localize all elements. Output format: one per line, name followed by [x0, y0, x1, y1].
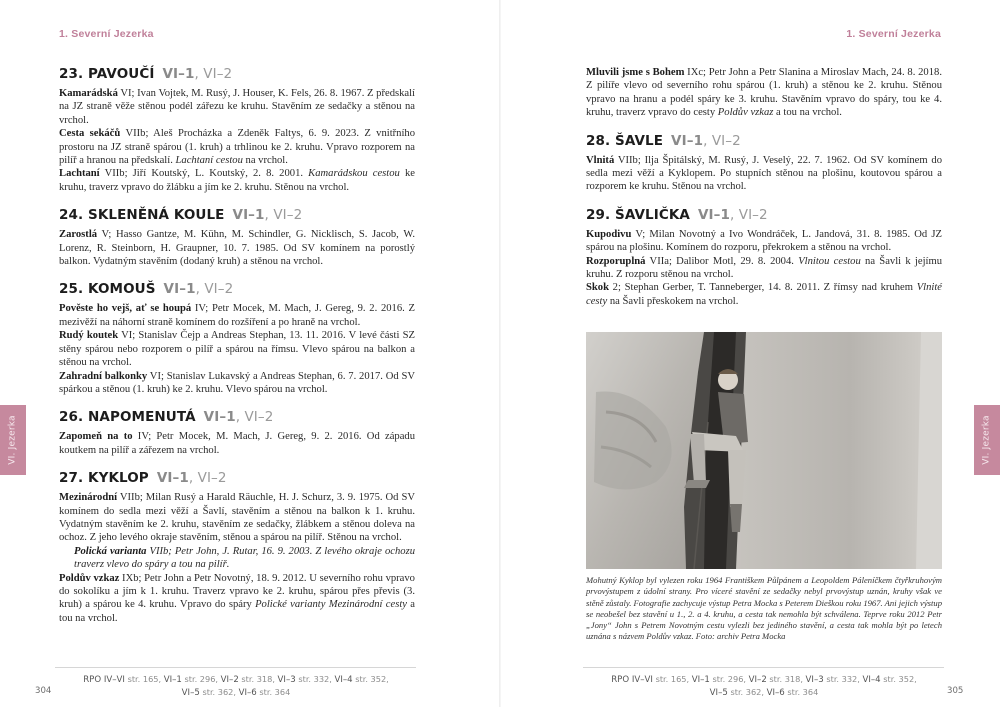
route-description: VI; Stanislav Čejp a Andreas Stephan, 13. 11. 2016. V levé části SZ stěny spárou nebo rozporem o pilíř a spárou na římsu. Vlevo spárou na balkon a stěnou na vrchol. — [59, 330, 415, 369]
route-name: Pověste ho vejš, ať se houpá — [59, 303, 192, 315]
route-description: na vrchol. — [242, 155, 288, 167]
tower-grade-secondary: , VI–2 — [264, 207, 303, 224]
tower-section — [586, 133, 942, 194]
route-name: Lachtaní — [59, 168, 100, 180]
route-description: IXb; Petr John a Petr Novotný, 18. 9. 2012. U severního rohu vpravo do sokolíku a jím k 1. kruhu. Traverz vpravo ke 2. kruhu, spárou přes převis (3. kruh) a spárou ke 4. kruhu. Vpravo do spáry — [59, 572, 415, 611]
tower-grade-secondary: , VI–2 — [729, 206, 768, 223]
reference-page: str. 318, — [766, 674, 806, 684]
climber-in-chimney-photo — [586, 332, 942, 569]
route-description: VIIb; Jiří Koutský, L. Koutský, 2. 8. 2001. — [99, 168, 309, 180]
reference-key: VI–6 — [766, 687, 785, 698]
route-name: Cesta sekáčů — [59, 128, 121, 140]
reference-page: str. 296, — [709, 674, 749, 684]
route-entry — [59, 228, 415, 268]
reference-page: str. 318, — [238, 674, 278, 684]
route-description: VIIb; Aleš Procházka a Zdeněk Faltys, 6. 9. 2023. Z vnitřního prostoru na JZ straně spárou (1. kruh) a trhlinou ke 2. kruhu. Vpravo rozporem na pilíř a hranou na předskalí. — [59, 128, 415, 167]
route-cross-reference: Lachtaní cestou — [175, 155, 243, 167]
route-entry — [59, 302, 415, 329]
page-number: 304 — [35, 686, 52, 696]
reference-key: VI–5 — [709, 687, 728, 698]
tower-grade-secondary: , VI–2 — [194, 66, 233, 82]
route-name: Rudý koutek — [59, 330, 119, 342]
route-name: Zarostlá — [59, 229, 98, 241]
route-entry — [59, 491, 415, 545]
route-cross-reference: Polické varianty Mezinárodní cesty — [255, 599, 407, 611]
route-description: VIIb; Ilja Špitálský, M. Rusý, J. Veselý, 22. 7. 1962. Od SV komínem do sedla mezi věží a Kyklopem. Po stupních stěnou na plošinu, koutovou spárou a rozporem ke kruhu. Stěnou na vrchol. — [586, 154, 942, 193]
reference-page: str. 165, — [652, 674, 692, 684]
tower-heading — [59, 409, 415, 426]
route-name: Kupodivu — [586, 228, 632, 240]
route-entry — [59, 430, 415, 457]
route-entry — [586, 281, 942, 308]
reference-page: str. 165, — [124, 674, 164, 684]
route-entry — [59, 167, 415, 194]
route-description: a tou na vrchol. — [773, 107, 842, 119]
tower-grade-secondary: , VI–2 — [195, 281, 234, 298]
route-description: ke kruhu, traverz vpravo do žlábku a jím ke 2. kruhu. Stěnou na vrchol. — [59, 168, 415, 193]
footer-divider — [583, 667, 944, 668]
route-name: Skok — [586, 282, 609, 294]
route-cross-reference: Vlnité cesty — [586, 282, 942, 307]
tower-heading — [586, 207, 942, 224]
tower-title: 27. KYKLOP — [59, 470, 149, 487]
route-entry — [586, 255, 942, 282]
reference-key: VI–1 — [163, 675, 182, 685]
route-entry — [586, 66, 942, 120]
reference-key: RPO IV–VI — [83, 675, 125, 685]
route-description: na Šavli k jejímu kruhu. Z rozporu stěnou na vrchol. — [586, 255, 942, 281]
tower-heading — [59, 470, 415, 487]
route-cross-reference: Poldův vzkaz — [717, 107, 774, 119]
climbing-photo — [586, 332, 942, 569]
tower-heading — [59, 207, 415, 224]
chapter-side-tab[interactable] — [0, 405, 26, 475]
route-entry — [586, 154, 942, 194]
tower-grade-primary: VI–1 — [163, 281, 196, 298]
tower-title: 28. ŠAVLE — [586, 132, 664, 149]
tower-grade-secondary: , VI–2 — [188, 470, 227, 487]
tower-heading — [59, 66, 415, 83]
route-entry — [59, 370, 415, 397]
route-name: Polická varianta — [74, 545, 147, 557]
footer-divider — [55, 667, 416, 668]
reference-page: str. 364 — [256, 686, 291, 697]
route-name: Vlnitá — [586, 154, 615, 166]
reference-key: VI–3 — [277, 675, 296, 685]
route-cross-reference: Vlnitou cestou — [798, 255, 861, 267]
footer-cross-references — [56, 674, 416, 699]
route-entry — [59, 127, 415, 167]
route-description: V; Hasso Gantze, M. Kühn, M. Schindler, G. Nicklisch, S. Jacob, W. Lorenz, R. Steinborn, H. Graupner, 10. 7. 1985. Od SV komínem na porostlý balkon. Vydatným stavěním (dodaný kruh) a stěnou na vrchol. — [59, 229, 415, 268]
route-column — [59, 66, 415, 638]
continued-routes — [586, 66, 942, 120]
photo-caption: Mohutný Kyklop byl vylezen roku 1964 Františkem Půlpánem a Leopoldem Páleníčkem čtyřkruhovým prvovýstupem z údolní strany. Pro víceré stavění ze sedačky nebyl prvovýstup uznán, kruhy však ve stěně zůstaly. Fotografie zachycuje výstup Petra Mocka s Peterem Dieškou roku 1967. Ani jejich výstup se neobešel bez stavění u 1., 2. a 4. kruhu, a cesta tak nemohla být schválena. Teprve roku 2012 Petr „Jony“ John s Petrem Novotným cestu vylezli bez jediného stavění, a cesta tak mohla být po letech uznána s názvem Poldův vzkaz. Foto: archiv Petra Mocka — [586, 575, 942, 642]
route-entry — [59, 329, 415, 369]
route-description: VIIb; Milan Rusý a Harald Räuchle, H. J. Schurz, 3. 9. 1975. Od SV komínem do sedla mezi věží a Šavlí, stavěním a stěnou na balkon k 1. kruhu. Vydatným stavěním ke 2. kruhu, stavěním ze sedačky, žlábkem a stěnou doleva na ochoz. Z jeho levého okraje stavěním, stěnou a spárou na pilíř. Stěnou na vrchol. — [59, 492, 415, 544]
right-page — [500, 0, 1000, 707]
route-description: V; Milan Novotný a Ivo Wondráček, L. Jandová, 31. 8. 1985. Od JZ spárou na plošinu. Komínem do rozporu, překrokem a stěnou na vrchol. — [586, 228, 942, 254]
reference-key: VI–3 — [805, 675, 824, 685]
reference-key: VI–4 — [862, 675, 881, 685]
chapter-side-tab-label: VI. Jezerka — [982, 415, 992, 465]
tower-title: 25. KOMOUŠ — [59, 281, 156, 298]
tower-section — [59, 409, 415, 457]
reference-page: str. 332, — [295, 674, 335, 684]
route-description: VI; Ivan Vojtek, M. Rusý, J. Houser, K. Fels, 26. 8. 1967. Z předskalí na JZ straně věže stěnou podél zářezu ke kruhu. Stavěním ze sedačky a stěnou na vrchol. — [59, 88, 415, 126]
route-name: Kamarádská — [59, 88, 118, 99]
reference-key: VI–4 — [334, 675, 353, 685]
route-description: VIIb; Petr John, J. Rutar, 16. 9. 2003. Z levého okraje ochozu traverz vlevo do spáry a tou na pilíř. — [74, 545, 416, 571]
reference-key: RPO IV–VI — [611, 675, 653, 685]
page-number: 305 — [947, 686, 964, 696]
route-name: Zapomeň na to — [59, 431, 133, 443]
running-head: 1. Severní Jezerka — [59, 28, 154, 40]
route-entry — [59, 87, 415, 127]
route-column — [586, 66, 942, 321]
route-description: VIIa; Dalibor Motl, 29. 8. 2004. — [645, 255, 799, 267]
reference-page: str. 362, — [199, 686, 239, 697]
reference-key: VI–2 — [748, 675, 767, 685]
route-name: Mezinárodní — [59, 492, 118, 504]
tower-title: 26. NAPOMENUTÁ — [59, 409, 196, 426]
running-head: 1. Severní Jezerka — [846, 28, 941, 40]
footer-cross-references — [584, 674, 944, 699]
tower-grade-primary: VI–1 — [203, 409, 236, 426]
tower-grade-primary: VI–1 — [232, 207, 265, 224]
tower-section — [59, 207, 415, 268]
reference-page: str. 352, — [880, 674, 917, 684]
route-description: a tou na vrchol. — [59, 599, 415, 624]
route-name: Poldův vzkaz — [59, 572, 120, 584]
reference-key: VI–6 — [238, 687, 257, 698]
tower-section — [59, 470, 415, 625]
tower-grade-secondary: , VI–2 — [235, 409, 274, 426]
chapter-side-tab[interactable] — [974, 405, 1000, 475]
reference-page: str. 332, — [823, 674, 863, 684]
route-description: IV; Petr Mocek, M. Mach, J. Gereg, 9. 2. 2016. Z mezivěží na náhorní straně komínem do rozšíření a po hraně na vrchol. — [59, 303, 415, 328]
tower-title: 23. PAVOUČÍ — [59, 66, 155, 82]
route-description: na Šavli přeskokem na vrchol. — [607, 295, 739, 307]
route-name: Zahradní balkonky — [59, 370, 148, 382]
reference-page: str. 362, — [727, 686, 767, 697]
tower-grade-primary: VI–1 — [162, 66, 195, 82]
route-name: Rozporuplná — [586, 255, 646, 267]
reference-key: VI–2 — [220, 675, 239, 685]
tower-section — [59, 66, 415, 194]
route-description: IV; Petr Mocek, M. Mach, J. Gereg, 9. 2. 2016. Od západu koutkem na pilíř a zářezem na vrchol. — [59, 431, 416, 456]
reference-page: str. 352, — [352, 674, 389, 684]
route-description: VI; Stanislav Lukavský a Andreas Stephan, 6. 7. 2017. Od SV spárkou a stěnou (1. kruh) ke 2. kruhu. Vlevo spárou na vrchol. — [59, 370, 415, 395]
route-name: Mluvili jsme s Bohem — [586, 67, 685, 78]
tower-grade-primary: VI–1 — [671, 132, 704, 149]
tower-title: 29. ŠAVLIČKA — [586, 206, 690, 223]
tower-grade-primary: VI–1 — [156, 470, 189, 487]
tower-section — [586, 207, 942, 308]
reference-page: str. 296, — [181, 674, 221, 684]
route-description: 2; Stephan Gerber, T. Tanneberger, 14. 8. 2011. Z římsy nad kruhem — [608, 282, 917, 294]
tower-title: 24. SKLENĚNÁ KOULE — [59, 207, 225, 224]
reference-page: str. 364 — [784, 686, 819, 697]
route-entry — [59, 572, 415, 626]
tower-grade-primary: VI–1 — [697, 206, 730, 223]
tower-section — [59, 281, 415, 396]
reference-key: VI–1 — [691, 675, 710, 685]
reference-key: VI–5 — [181, 687, 200, 698]
route-cross-reference: Kamarádskou cestou — [308, 168, 400, 180]
tower-heading — [59, 281, 415, 298]
route-description: IXc; Petr John a Petr Slanina a Miroslav Mach, 24. 8. 2018. Z pilíře vlevo od severního rohu spárou (1. kruh) a stěnou ke 2. kruhu. Stěnou vpravo na hranu a podél spáry ke 3. kruhu. Stavěním vpravo do spáry, tou ke 4. kruhu, traverz vpravo do cesty — [586, 67, 942, 119]
tower-heading — [586, 133, 942, 150]
tower-grade-secondary: , VI–2 — [703, 132, 741, 149]
route-variant-entry — [59, 545, 415, 572]
chapter-side-tab-label: VI. Jezerka — [8, 415, 18, 465]
route-entry — [586, 228, 942, 255]
